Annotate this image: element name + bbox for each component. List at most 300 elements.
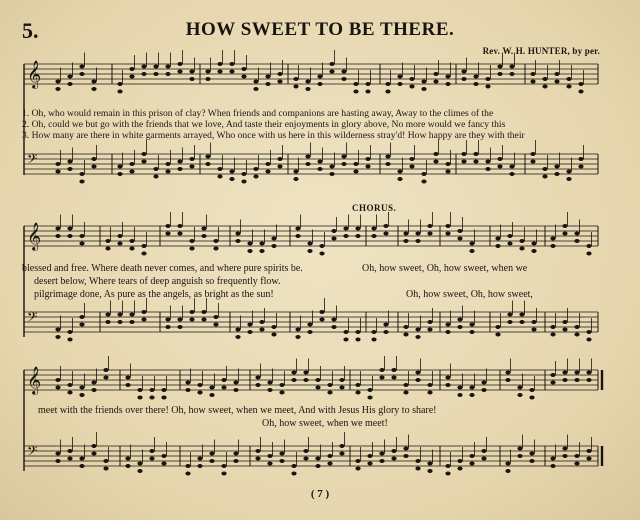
note-head [165,325,170,329]
note-head [507,320,512,324]
note-head [517,393,522,397]
note-head [185,388,190,392]
note-head [578,82,583,86]
note-head [141,252,146,256]
note-head [531,320,536,324]
system2-line2: desert below, Where tears of deep anguish so frequently flow. [34,276,281,287]
note-head [397,177,402,181]
note-head [105,313,110,317]
note-head [391,376,396,380]
note-head [129,75,134,79]
note-head [129,67,134,71]
note-head [457,318,462,322]
note-head [117,313,122,317]
note-head [229,70,234,74]
note-head [55,87,60,91]
verse-1: 1. Oh, who would remain in this prison of clay? When friends and companions are hasting away, Away to the climes of the [22,108,494,119]
note-head [473,160,478,164]
note-head [529,459,534,463]
note-head [271,325,276,329]
note-head [367,388,372,392]
note-head [279,452,284,456]
bass-clef: 𝄢 [27,309,38,328]
note-head [433,160,438,164]
note-head [461,70,466,74]
note-head [343,330,348,334]
note-head [473,82,478,86]
note-head [247,330,252,334]
note-head [137,469,142,473]
note-head [365,90,370,94]
note-head [329,70,334,74]
note-head [293,77,298,81]
note-head [105,239,110,243]
note-head [137,462,142,466]
note-head [125,376,130,380]
note-head [427,232,432,236]
note-head [355,330,360,334]
note-head [197,383,202,387]
note-head [427,469,432,473]
note-head [189,247,194,251]
note-head [221,378,226,382]
note-head [79,180,84,184]
note-head [307,330,312,334]
note-head [497,65,502,69]
note-head [343,227,348,231]
note-head [149,396,154,400]
note-head [574,454,579,458]
note-head [79,65,84,69]
note-head [403,325,408,329]
note-head [433,80,438,84]
note-head [277,157,282,161]
note-head [91,452,96,456]
note-head [185,464,190,468]
note-head [574,333,579,337]
note-head [550,381,555,385]
note-head [341,77,346,81]
note-head [129,247,134,251]
note-head [562,371,567,375]
note-head [247,249,252,253]
note-head [327,383,332,387]
note-head [201,234,206,238]
note-head [329,165,334,169]
note-head [317,75,322,79]
note-head [129,162,134,166]
verse-3: 3. How many are there in white garments arrayed, Who once with us here in this wilderness stray'd! How happy are they with their [22,130,525,141]
note-head [205,162,210,166]
note-head [293,177,298,181]
note-head [485,85,490,89]
note-head [91,381,96,385]
note-head [221,386,226,390]
note-head [339,452,344,456]
note-head [265,170,270,174]
note-head [259,320,264,324]
note-head [141,318,146,322]
note-head [161,454,166,458]
note-head [259,249,264,253]
note-head [279,391,284,395]
note-head [445,472,450,476]
note-head [291,472,296,476]
note-head [445,162,450,166]
note-head [586,457,591,461]
note-head [67,227,72,231]
note-head [205,70,210,74]
note-head [307,242,312,246]
note-head [530,72,535,76]
note-head [509,165,514,169]
verse-2: 2. Oh, could we but go with the friends that we love, And taste their enjoyments in glory above, No more would we fancy this [22,119,506,130]
note-head [574,378,579,382]
note-head [55,234,60,238]
note-head [379,459,384,463]
note-head [391,457,396,461]
note-head [255,383,260,387]
note-head [562,454,567,458]
note-head [295,227,300,231]
note-head [507,242,512,246]
note-head [339,378,344,382]
note-head [562,447,567,451]
note-head [241,172,246,176]
note-head [255,457,260,461]
note-head [507,313,512,317]
note-head [67,383,72,387]
note-head [161,396,166,400]
note-head [415,371,420,375]
note-head [469,462,474,466]
note-head [149,388,154,392]
note-head [141,244,146,248]
note-head [355,338,360,342]
note-head [529,452,534,456]
note-head [137,396,142,400]
page-number: ( 7 ) [310,488,330,500]
note-head [305,80,310,84]
note-head [383,323,388,327]
note-head [383,232,388,236]
note-head [554,165,559,169]
note-head [421,172,426,176]
note-head [341,162,346,166]
note-head [205,155,210,159]
note-head [319,310,324,314]
note-head [457,229,462,233]
note-head [379,368,384,372]
note-head [189,318,194,322]
note-head [509,172,514,176]
note-head [542,85,547,89]
note-head [427,462,432,466]
system2-line3-chorus: Oh, how sweet, Oh, how sweet, [406,289,533,300]
note-head [305,87,310,91]
note-head [221,472,226,476]
note-head [469,393,474,397]
note-head [265,75,270,79]
note-head [103,467,108,471]
note-head [91,444,96,448]
note-head [531,328,536,332]
system3-line1: meet with the friends over there! Oh, how sweet, when we meet, And with Jesus His glory to share! [38,405,437,416]
note-head [201,227,206,231]
note-head [267,388,272,392]
note-head [457,467,462,471]
note-head [566,85,571,89]
note-head [550,457,555,461]
note-head [331,325,336,329]
note-head [562,224,567,228]
note-head [125,464,130,468]
note-head [331,229,336,233]
note-head [574,239,579,243]
note-head [445,464,450,468]
note-head [303,449,308,453]
note-head [317,160,322,164]
note-head [209,386,214,390]
note-head [105,320,110,324]
note-head [279,459,284,463]
treble-clef: 𝄞 [27,366,42,394]
note-head [385,162,390,166]
note-head [371,338,376,342]
note-head [229,177,234,181]
note-head [79,242,84,246]
note-head [235,328,240,332]
note-head [355,383,360,387]
note-head [295,328,300,332]
note-head [315,464,320,468]
note-head [343,338,348,342]
treble-clef: 𝄞 [27,222,42,250]
note-head [505,469,510,473]
note-head [554,72,559,76]
note-head [542,175,547,179]
note-head [55,459,60,463]
note-head [319,318,324,322]
note-head [457,393,462,397]
note-head [339,386,344,390]
note-head [586,449,591,453]
note-head [566,170,571,174]
note-head [267,462,272,466]
note-head [221,464,226,468]
note-head [530,152,535,156]
note-head [303,378,308,382]
note-head [233,452,238,456]
note-head [55,378,60,382]
note-head [343,234,348,238]
note-head [327,454,332,458]
note-head [233,459,238,463]
note-head [427,383,432,387]
note-head [427,391,432,395]
note-head [481,388,486,392]
note-head [403,391,408,395]
note-head [259,328,264,332]
note-head [562,328,567,332]
note-head [303,371,308,375]
note-head [55,328,60,332]
bass-clef: 𝄢 [27,443,38,462]
note-head [79,393,84,397]
note-head [189,70,194,74]
note-head [574,325,579,329]
note-head [189,157,194,161]
note-head [562,378,567,382]
note-head [505,462,510,466]
note-head [217,167,222,171]
note-head [79,234,84,238]
note-head [554,80,559,84]
note-head [67,457,72,461]
note-head [209,393,214,397]
note-head [461,77,466,81]
note-head [67,234,72,238]
note-head [329,62,334,66]
note-head [421,87,426,91]
system3-line2: Oh, how sweet, when we meet! [262,418,388,429]
verse-lyrics [22,108,525,141]
note-head [562,320,567,324]
note-head [277,80,282,84]
note-head [339,444,344,448]
note-head [355,227,360,231]
note-head [550,464,555,468]
note-head [55,386,60,390]
note-head [67,75,72,79]
note-head [213,239,218,243]
note-head [519,247,524,251]
note-head [91,87,96,91]
note-head [415,459,420,463]
note-head [141,152,146,156]
note-head [457,325,462,329]
note-head [367,396,372,400]
note-head [427,224,432,228]
note-head [117,242,122,246]
note-head [307,249,312,253]
note-head [277,72,282,76]
note-head [197,457,202,461]
note-head [531,249,536,253]
note-head [409,165,414,169]
note-head [365,82,370,86]
note-head [530,160,535,164]
note-head [415,335,420,339]
note-head [481,381,486,385]
note-head [267,454,272,458]
note-head [542,167,547,171]
note-head [265,82,270,86]
note-head [229,62,234,66]
note-head [542,77,547,81]
note-head [177,325,182,329]
note-head [509,72,514,76]
note-head [129,313,134,317]
note-head [497,165,502,169]
note-head [433,152,438,156]
note-head [213,315,218,319]
note-head [177,318,182,322]
note-head [469,454,474,458]
note-head [197,391,202,395]
note-head [457,237,462,241]
note-head [265,162,270,166]
note-head [253,175,258,179]
note-head [403,333,408,337]
note-head [149,457,154,461]
note-head [497,72,502,76]
note-head [229,170,234,174]
note-head [403,383,408,387]
system2-line1: blessed and free. Where death never comes, and where pure spirits be. [22,263,303,274]
note-head [213,247,218,251]
note-head [495,237,500,241]
hymn-number: 5. [22,18,39,43]
note-head [578,157,583,161]
note-head [391,449,396,453]
note-head [165,72,170,76]
note-head [415,378,420,382]
note-head [55,335,60,339]
note-head [586,330,591,334]
note-head [341,155,346,159]
note-head [421,180,426,184]
note-head [125,457,130,461]
note-head [353,170,358,174]
chorus-label: CHORUS. [352,203,397,213]
note-head [233,381,238,385]
note-head [153,175,158,179]
note-head [505,378,510,382]
author-credit: Rev. W. H. HUNTER, by per. [482,46,600,56]
note-head [177,70,182,74]
note-head [67,391,72,395]
note-head [427,320,432,324]
note-head [177,232,182,236]
note-head [355,467,360,471]
note-head [305,155,310,159]
note-head [519,239,524,243]
note-head [355,459,360,463]
note-head [253,87,258,91]
note-head [469,330,474,334]
note-head [233,388,238,392]
note-head [469,249,474,253]
note-head [129,320,134,324]
note-head [217,70,222,74]
note-head [383,330,388,334]
note-head [457,386,462,390]
note-head [469,323,474,327]
note-head [550,325,555,329]
note-head [550,237,555,241]
note-head [473,75,478,79]
note-head [469,242,474,246]
note-head [415,467,420,471]
note-head [473,152,478,156]
note-head [55,227,60,231]
note-head [295,335,300,339]
system2-line1-chorus: Oh, how sweet, Oh, how sweet, when we [362,263,528,274]
note-head [189,239,194,243]
note-head [353,90,358,94]
note-head [421,80,426,84]
